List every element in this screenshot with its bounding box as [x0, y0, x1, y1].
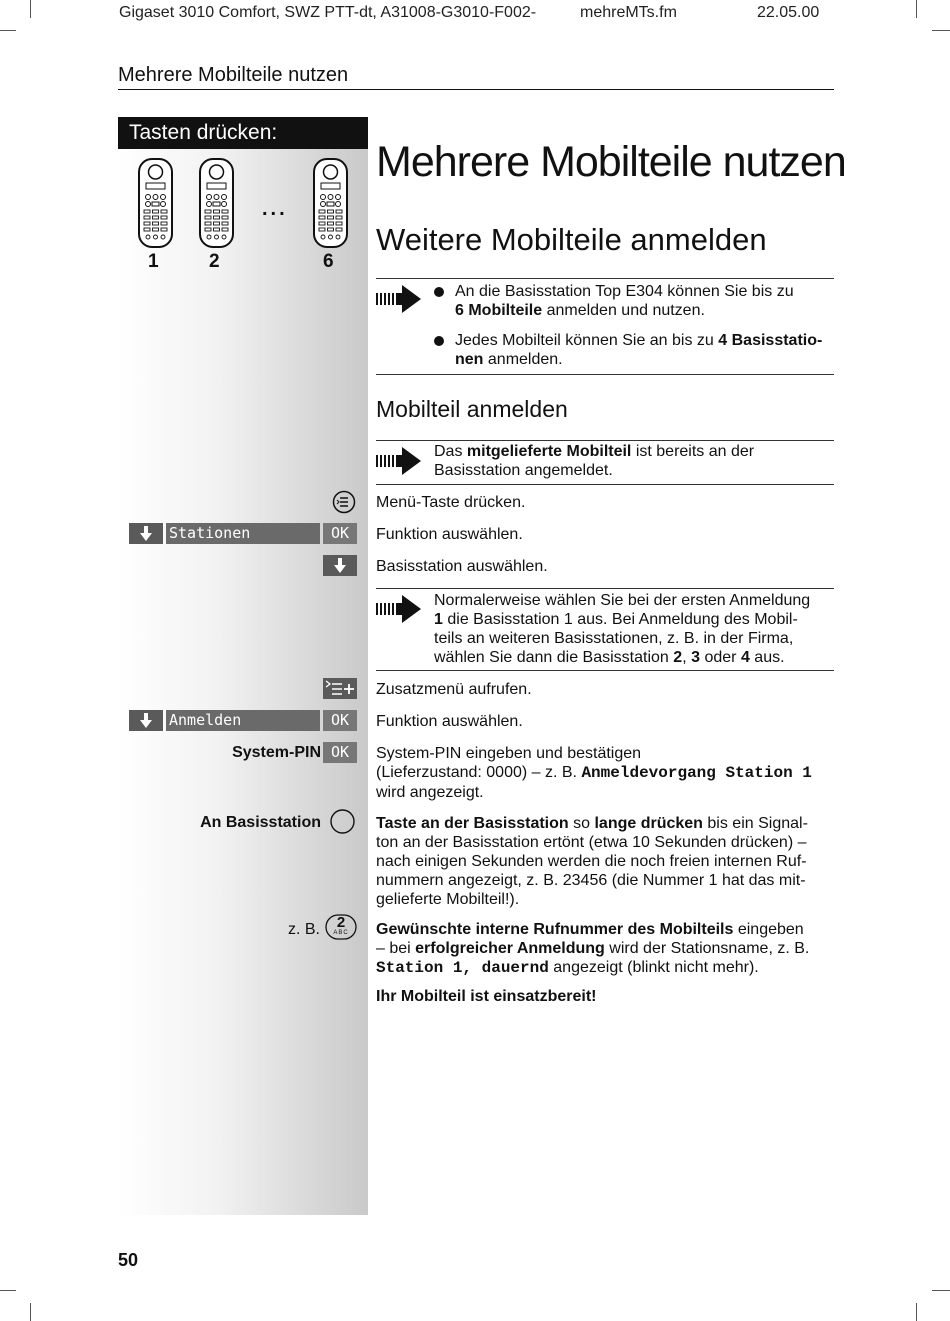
note-rule — [376, 670, 834, 671]
section-title: Mehrere Mobilteile nutzen — [118, 64, 349, 86]
down-arrow-key — [129, 710, 163, 731]
sidebar-title: Tasten drücken: — [118, 117, 368, 149]
down-arrow-icon — [323, 555, 357, 576]
down-arrow-icon — [129, 523, 163, 544]
extra-menu-icon — [323, 678, 357, 699]
header-filename: mehreMTs.fm — [580, 4, 677, 21]
step-function-text: Funktion auswählen. — [376, 526, 523, 543]
bullet-text: Jedes Mobilteil können Sie an bis zu 4 Basisstatio- nen anmelden. — [455, 332, 823, 368]
crop-mark — [932, 1290, 950, 1291]
handset-icon — [314, 159, 347, 247]
crop-mark — [0, 30, 16, 31]
down-arrow-key — [129, 523, 163, 544]
base-station-key-icon — [329, 808, 356, 835]
note-text: Das mitgelieferte Mobilteil ist bereits an der Basisstation angemeldet. — [434, 443, 755, 479]
handset-number: 2 — [209, 251, 220, 272]
note-rule — [376, 278, 834, 279]
note-text: Normalerweise wählen Sie bei der ersten Anmeldung 1 die Basisstation 1 aus. Bei Anmeldung des Mobil- teils an weiteren Basisstationen, z. B. in der Firma, wählen Sie dann die Basisstation 2, 3 oder 4 aus. — [434, 592, 811, 666]
step-extra-menu-text: Zusatzmenü aufrufen. — [376, 681, 532, 698]
key-2-icon — [325, 914, 357, 940]
extra-menu-key — [323, 678, 357, 699]
note-arrow-icon — [376, 446, 422, 476]
sidebar-column — [118, 117, 368, 1215]
crop-mark — [30, 1303, 31, 1321]
system-pin-label: System-PIN — [232, 744, 321, 761]
example-label: z. B. — [287, 921, 320, 938]
bullet-text: An die Basisstation Top E304 können Sie bis zu 6 Mobilteile anmelden und nutzen. — [455, 283, 794, 319]
key-2-digit: 2 — [336, 914, 346, 931]
step-base-text: Basisstation auswählen. — [376, 558, 548, 575]
step-menu-text: Menü-Taste drücken. — [376, 494, 526, 511]
bullet-dot — [434, 336, 444, 346]
step-pin-text: System-PIN eingeben und bestätigen (Lieferzustand: 0000) – z. B. Anmeldevorgang Station 1 wird angezeigt. — [376, 745, 812, 801]
handsets-illustration — [138, 158, 353, 250]
note-arrow-icon — [376, 284, 422, 314]
note-arrow-icon — [376, 594, 422, 624]
subheading: Weitere Mobilteile anmelden — [376, 222, 767, 257]
subsection-heading: Mobilteil anmelden — [376, 396, 568, 422]
handset-icon — [200, 159, 233, 247]
ok-key: OK — [323, 710, 357, 731]
crop-mark — [916, 1303, 917, 1321]
bullet-dot — [434, 287, 444, 297]
note-rule — [376, 440, 834, 441]
display-anmelden: Anmelden — [166, 710, 320, 731]
handset-number: 1 — [148, 251, 159, 272]
header-date: 22.05.00 — [757, 4, 820, 21]
note-rule — [376, 374, 834, 375]
display-stationen: Stationen — [166, 523, 320, 544]
page-number: 50 — [118, 1250, 139, 1270]
step-number-text: Gewünschte interne Rufnummer des Mobilteils eingeben – bei erfolgreicher Anmeldung wird der Stationsname, z. B. Station 1, dauernd angezeigt (blinkt nicht mehr). — [376, 921, 810, 977]
note-rule — [376, 484, 834, 485]
header-rule — [118, 89, 834, 90]
step-function-text: Funktion auswählen. — [376, 713, 523, 730]
step-base-key-text: Taste an der Basisstation so lange drücken bis ein Signal- ton an der Basisstation ertönt (etwa 10 Sekunden drücken) – nach einigen Sekunden werden die noch freien internen Ruf- nummern angezeigt, z. B. 23456 (die Nummer 1 hat das mit- gelieferte Mobilteil!). — [376, 815, 808, 908]
crop-mark — [932, 30, 950, 31]
crop-mark — [0, 1290, 16, 1291]
handset-icon — [139, 159, 172, 247]
page-heading: Mehrere Mobilteile nutzen — [376, 138, 846, 186]
ok-key: OK — [323, 523, 357, 544]
handset-number: 6 — [323, 251, 334, 272]
menu-key-icon — [332, 490, 356, 514]
note-rule — [376, 588, 834, 589]
down-arrow-key — [323, 555, 357, 576]
handset-ellipsis: ... — [262, 198, 288, 220]
crop-mark — [30, 0, 31, 18]
final-message: Ihr Mobilteil ist einsatzbereit! — [376, 988, 597, 1005]
header-file-info: Gigaset 3010 Comfort, SWZ PTT-dt, A31008-G3010-F002- — [119, 4, 537, 21]
key-2-letters: ABC — [333, 930, 349, 936]
down-arrow-icon — [129, 710, 163, 731]
base-station-label: An Basisstation — [200, 814, 321, 831]
ok-key: OK — [323, 742, 357, 763]
crop-mark — [916, 0, 917, 18]
